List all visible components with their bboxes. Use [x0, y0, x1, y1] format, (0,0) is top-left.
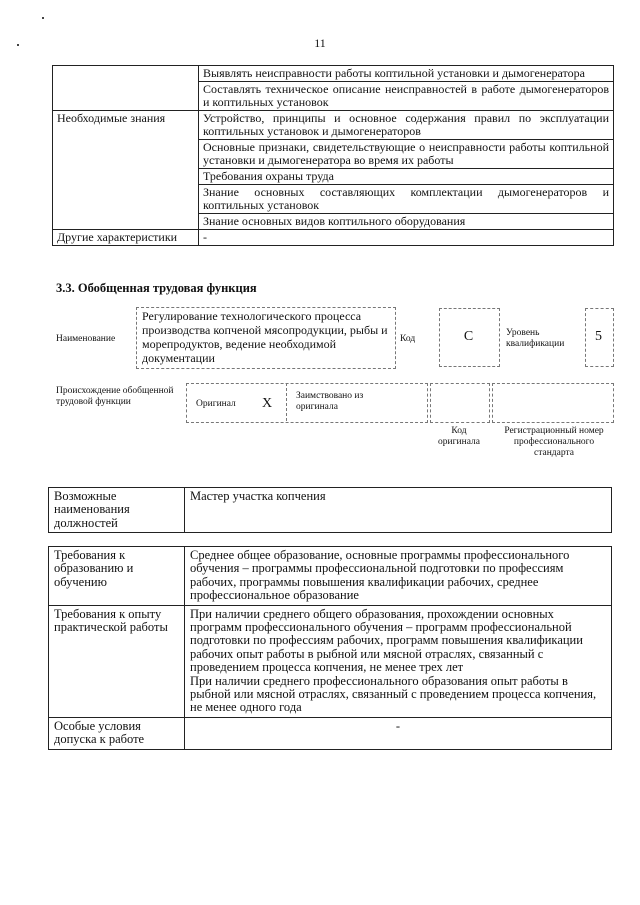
row-text: Устройство, принципы и основное содержания правил по эксплуатации коптильных установок и дымогенераторов — [199, 111, 614, 140]
reg-number-label: Регистрационный номер профессионального стандарта — [504, 426, 604, 458]
row-text: Мастер участка копчения — [185, 488, 612, 533]
name-label: Наименование — [56, 334, 116, 344]
row-text: Составлять техническое описание неисправностей в работе дымогенераторов и коптильных установок — [199, 82, 614, 111]
code-original-label: Код оригинала — [438, 426, 480, 447]
row-text: Основные признаки, свидетельствующие о неисправности работы коптильной установки и дымогенератора во время их работы — [199, 140, 614, 169]
borrowed-label: Заимствовано из оригинала — [296, 391, 364, 412]
level-label: Уровень квалификации — [506, 328, 565, 349]
row-label: Другие характеристики — [53, 230, 199, 246]
row-label — [53, 66, 199, 111]
row-text: Среднее общее образование, основные программы профессионального обучения – программы профессиональной подготовки по профессиям рабочих, программы повышения квалификации рабочих, среднее профессиональное образование — [185, 547, 612, 606]
row-text-cell — [185, 605, 612, 717]
row-text: При наличии среднего общего образования, прохождении основных программ профессионального обучения – программ профессиональной подготовки по профессиям рабочих, программ повышения квалификации рабочих опыт работы в рыбной или мясной отраслях, связанный с проведением процесса копчения, не менее трех лет — [190, 606, 583, 675]
skills-knowledge-table — [52, 65, 614, 246]
table-row — [53, 111, 614, 140]
original-label: Оригинал — [196, 399, 236, 409]
positions-table — [48, 487, 612, 533]
row-text: Знание основных видов коптильного оборудования — [199, 214, 614, 230]
row-label: Необходимые знания — [53, 111, 199, 230]
row-label: Требования к опыту практической работы — [49, 605, 185, 717]
table-row — [49, 547, 612, 606]
row-label: Особые условия допуска к работе — [49, 717, 185, 749]
origin-label: Происхождение обобщенной трудовой функции — [56, 386, 174, 407]
origin-divider — [286, 383, 287, 421]
code-label: Код — [400, 334, 416, 344]
requirements-table — [48, 546, 612, 750]
section-title: 3.3. Обобщенная трудовая функция — [56, 281, 257, 295]
name-value: Регулирование технологического процесса производства копченой мясопродукции, рыбы и морепродуктов, ведение необходимой документации — [142, 309, 388, 365]
row-text-2: При наличии среднего профессионального образования опыт работы в рыбной или мясной отраслях, связанный с проведением процесса копчения, не менее одного года — [190, 673, 597, 715]
table-row — [53, 230, 614, 246]
row-text: Выявлять неисправности работы коптильной установки и дымогенератора — [199, 66, 614, 82]
code-value: C — [463, 329, 474, 344]
original-mark: X — [262, 396, 273, 411]
level-value: 5 — [595, 329, 602, 344]
code-original-box — [430, 383, 490, 423]
table-row — [49, 605, 612, 717]
scan-speck — [42, 17, 44, 19]
row-text: - — [199, 230, 614, 246]
row-label: Возможные наименования должностей — [49, 488, 185, 533]
row-text: Знание основных составляющих комплектации дымогенераторов и коптильных установок — [199, 185, 614, 214]
row-text: Требования охраны труда — [199, 169, 614, 185]
table-row — [49, 488, 612, 533]
reg-number-box — [492, 383, 614, 423]
row-label: Требования к образованию и обучению — [49, 547, 185, 606]
page-number: 11 — [314, 36, 326, 50]
row-text: - — [185, 717, 612, 749]
table-row — [49, 717, 612, 749]
table-row — [53, 66, 614, 82]
